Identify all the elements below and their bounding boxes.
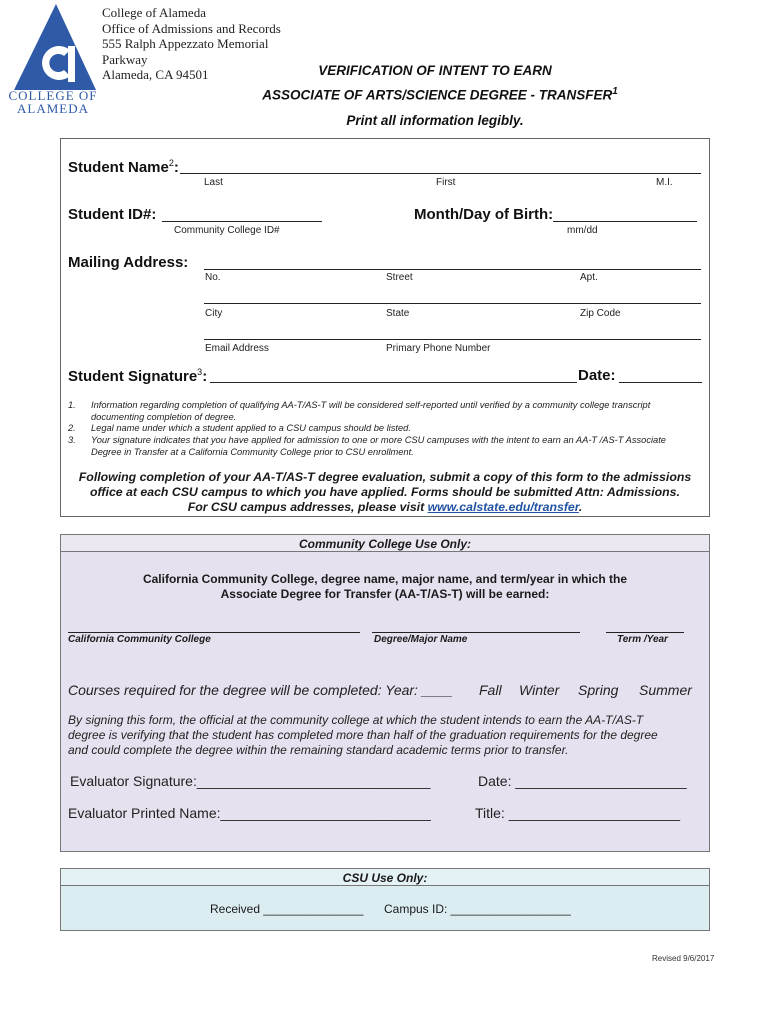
evaluator-name-field[interactable]: Evaluator Printed Name:___________________________: [68, 805, 431, 821]
addr-sub-phone: Primary Phone Number: [386, 343, 491, 354]
college-address: [102, 5, 281, 83]
date-label: Date:: [578, 367, 616, 384]
cc-degree-sublabel: Degree/Major Name: [374, 634, 468, 645]
addr-sub-zip: Zip Code: [580, 308, 621, 319]
footnote-marker: 3: [197, 367, 203, 377]
footnote-number: 3.: [68, 435, 76, 445]
footnote-text: Legal name under which a student applied to a CSU campus should be listed.: [91, 423, 411, 433]
dob-sublabel: mm/dd: [567, 225, 598, 236]
footnote-number: 1.: [68, 400, 76, 410]
csu-received-field[interactable]: Received _______________: [210, 902, 364, 916]
address-line: Alameda, CA 94501: [102, 67, 209, 82]
address-line: Office of Admissions and Records: [102, 20, 281, 36]
term-option-summer[interactable]: Summer: [639, 682, 692, 698]
footnote-text: Information regarding completion of qualifying AA-T/AS-T will be considered self-reported until verified by a community college transcript documenting completion of degree.: [91, 400, 651, 422]
student-info-box: [60, 138, 710, 517]
name-part-mi: M.I.: [656, 177, 673, 188]
name-part-first: First: [436, 177, 456, 188]
address-line1-field[interactable]: [204, 269, 701, 270]
dob-label: Month/Day of Birth:: [414, 206, 554, 223]
addr-sub-apt: Apt.: [580, 272, 598, 283]
courses-year-label: Courses required for the degree will be completed: Year: ____: [68, 682, 453, 698]
address-line: Parkway: [102, 51, 148, 67]
student-signature-label: Student Signature$^3$:: [68, 367, 208, 385]
student-signature-field[interactable]: [210, 382, 577, 383]
logo-text-alameda: ALAMEDA: [17, 101, 89, 116]
form-instruction: Print all information legibly.: [346, 113, 524, 128]
form-title-text: ASSOCIATE OF ARTS/SCIENCE DEGREE - TRANSFER: [262, 87, 613, 103]
cc-college-sublabel: California Community College: [68, 634, 211, 645]
addr-sub-state: State: [386, 308, 410, 319]
address-line: 555 Ralph Appezzato Memorial: [102, 36, 269, 51]
student-id-field[interactable]: [162, 221, 322, 222]
csu-use-heading: CSU Use Only:: [342, 871, 428, 885]
mailing-address-label: Mailing Address:: [68, 254, 189, 271]
addr-sub-email: Email Address: [205, 343, 269, 354]
evaluator-title-field[interactable]: Title: ______________________: [475, 805, 681, 821]
term-option-spring[interactable]: Spring: [578, 682, 619, 698]
addr-sub-no: No.: [205, 272, 221, 283]
cc-degree-field[interactable]: [372, 632, 580, 633]
student-date-field[interactable]: [619, 382, 702, 383]
footnote-marker: 1: [612, 86, 618, 97]
footnote-marker: 2: [168, 158, 174, 168]
address-line2-field[interactable]: [204, 303, 701, 304]
cc-degree-description: California Community College, degree name, major name, and term/year in which the Associate Degree for Transfer (AA-T/AS-T) will be earned:: [142, 572, 628, 601]
dob-field[interactable]: [553, 221, 697, 222]
term-option-fall[interactable]: Fall: [479, 682, 502, 698]
revision-date: Revised 9/6/2017: [652, 954, 715, 963]
form-title-line2: [230, 86, 650, 103]
name-part-last: Last: [204, 177, 223, 188]
address-line3-field[interactable]: [204, 339, 701, 340]
addr-sub-street: Street: [386, 272, 413, 283]
cc-term-year-sublabel: Term /Year: [617, 634, 668, 645]
student-name-field[interactable]: [180, 173, 701, 174]
student-id-label: Student ID#:: [68, 206, 157, 223]
logo-text-college-of: COLLEGE OF: [8, 88, 98, 103]
addr-sub-city: City: [205, 308, 223, 319]
evaluator-date-field[interactable]: Date: ______________________: [478, 773, 687, 789]
address-line: College of Alameda: [102, 5, 206, 20]
submission-instructions: Following completion of your AA-T/AS-T degree evaluation, submit a copy of this form to the admissions office at each CSU campus to which you have applied. Forms should be submitted Attn: Admissions. For CSU campus addresses, please visit www.calstate.edu/transfer.: [78, 470, 692, 514]
cc-term-year-field[interactable]: [606, 632, 684, 633]
evaluator-signature-field[interactable]: Evaluator Signature:______________________________: [70, 773, 431, 789]
student-id-sublabel: Community College ID#: [174, 225, 280, 236]
cc-college-field[interactable]: [68, 632, 360, 633]
cc-use-heading: Community College Use Only:: [298, 537, 472, 551]
footnote-number: 2.: [68, 423, 76, 433]
form-title-line1: VERIFICATION OF INTENT TO EARN: [318, 63, 552, 78]
student-name-label: Student Name$^2$:: [68, 158, 179, 176]
term-option-winter[interactable]: Winter: [519, 682, 560, 698]
calstate-transfer-link[interactable]: www.calstate.edu/transfer: [427, 500, 579, 514]
csu-campus-id-field[interactable]: Campus ID: __________________: [384, 902, 571, 916]
official-verification-statement: By signing this form, the official at the community college at which the student intends to earn the AA-T/AS-T degree is verifying that the student has completed more than half of the graduation requirements for the degree and could complete the degree within the remaining standard academic terms prior to transfer.: [68, 713, 658, 757]
footnote-text: Your signature indicates that you have applied for admission to one or more CSU campuses with the intent to earn an AA-T /AS-T Associate Degree in Transfer at a California Community College prior to CSU enrollment.: [91, 435, 666, 457]
